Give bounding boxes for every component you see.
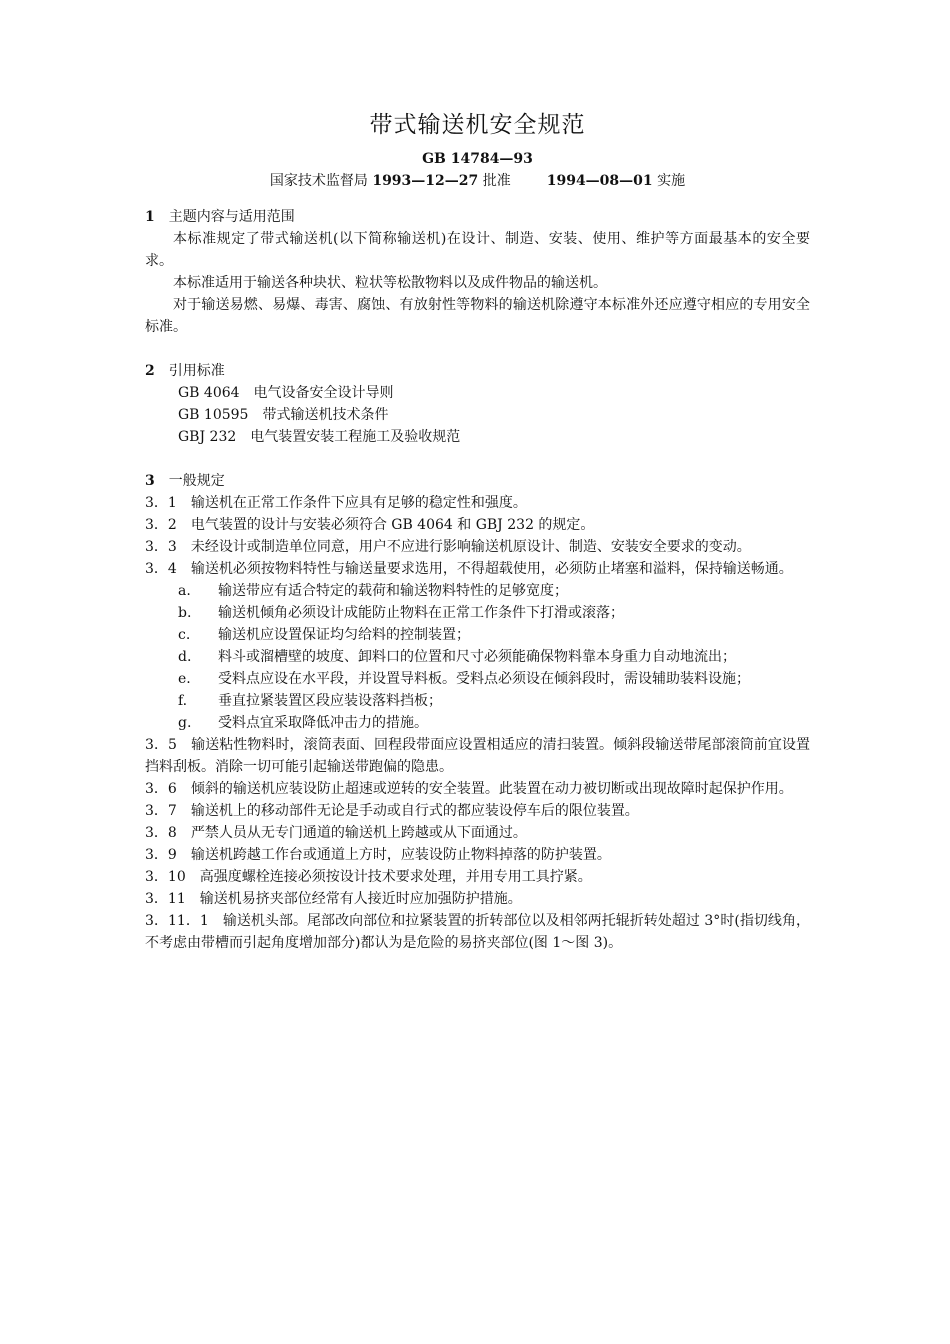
section-1-heading [145, 206, 810, 228]
section-number: 3 [145, 473, 155, 489]
paragraph: 本标准规定了带式输送机(以下简称输送机)在设计、制造、安装、使用、维护等方面最基本的安全要求。 [145, 231, 810, 269]
clause: 3．3 未经设计或制造单位同意，用户不应进行影响输送机原设计、制造、安装安全要求的变动。 [145, 539, 751, 555]
list-item [145, 602, 810, 624]
clause: 3．9 输送机跨越工作台或通道上方时，应装设防止物料掉落的防护装置。 [145, 847, 611, 863]
list-marker: e. [178, 671, 191, 687]
list-marker: a. [178, 583, 191, 599]
list-item [145, 646, 810, 668]
approval-line [145, 170, 810, 192]
clause: 3．7 输送机上的移动部件无论是手动或自行式的都应装设停车后的限位装置。 [145, 803, 639, 819]
list-item [145, 712, 810, 734]
list-text: 受料点宜采取降低冲击力的措施。 [218, 715, 428, 731]
approval-label: 批准 [478, 173, 511, 189]
clause: 3．1 输送机在正常工作条件下应具有足够的稳定性和强度。 [145, 495, 527, 511]
list-item [145, 580, 810, 602]
section-number: 1 [145, 209, 155, 225]
list-marker: c. [178, 627, 191, 643]
clause: 3．10 高强度螺栓连接必须按设计技术要求处理，并用专用工具拧紧。 [145, 869, 592, 885]
list-marker: g. [178, 715, 192, 731]
list-item [145, 668, 810, 690]
section-3-heading [145, 470, 810, 492]
effective-date: 1994—08—01 [546, 173, 653, 189]
list-marker: b. [178, 605, 192, 621]
list-text: 输送机倾角必须设计成能防止物料在正常工作条件下打滑或滚落； [218, 605, 624, 621]
clause: 3．6 倾斜的输送机应装设防止超速或逆转的安全装置。此装置在动力被切断或出现故障时起保护作用。 [145, 781, 793, 797]
section-2-heading [145, 360, 810, 382]
list-text: 输送带应有适合特定的载荷和输送物料特性的足够宽度； [218, 583, 568, 599]
reference-item: GB 10595 带式输送机技术条件 [178, 407, 389, 423]
clause: 3．4 输送机必须按物料特性与输送量要求选用，不得超载使用，必须防止堵塞和溢料，保持输送畅通。 [145, 561, 793, 577]
clause: 3．5 输送粘性物料时，滚筒表面、回程段带面应设置相适应的清扫装置。倾斜段输送带尾部滚筒前宜设置挡料刮板。消除一切可能引起输送带跑偏的隐患。 [145, 737, 810, 775]
section-title: 一般规定 [168, 473, 225, 489]
paragraph: 对于输送易燃、易爆、毒害、腐蚀、有放射性等物料的输送机除遵守本标准外还应遵守相应的专用安全标准。 [145, 297, 810, 335]
section-title: 主题内容与适用范围 [168, 209, 295, 225]
clause: 3．2 电气装置的设计与安装必须符合 GB 4064 和 GBJ 232 的规定。 [145, 517, 595, 533]
list-item [145, 690, 810, 712]
list-marker: d. [178, 649, 192, 665]
effective-label: 实施 [652, 173, 686, 189]
section-number: 2 [145, 363, 155, 379]
approval-agency: 国家技术监督局 [269, 173, 373, 189]
document-page [145, 108, 810, 954]
approval-date: 1993—12—27 [372, 173, 479, 189]
reference-item: GB 4064 电气设备安全设计导则 [178, 385, 394, 401]
clause: 3．11 输送机易挤夹部位经常有人接近时应加强防护措施。 [145, 891, 522, 907]
clause: 3．11．1 输送机头部。尾部改向部位和拉紧装置的折转部位以及相邻两托辊折转处超过 3°时(指切线角，不考虑由带槽而引起角度增加部分)都认为是危险的易挤夹部位(图 1～图 3)。 [145, 913, 810, 951]
reference-item: GBJ 232 电气装置安装工程施工及验收规范 [178, 429, 461, 445]
list-text: 垂直拉紧装置区段应装设落料挡板； [218, 693, 442, 709]
section-title: 引用标准 [168, 363, 225, 379]
list-text: 输送机应设置保证均匀给料的控制装置； [218, 627, 470, 643]
list-text: 料斗或溜槽壁的坡度、卸料口的位置和尺寸必须能确保物料靠本身重力自动地流出； [218, 649, 736, 665]
list-marker: f. [178, 693, 188, 709]
standard-code: GB 14784—93 [422, 151, 533, 167]
clause: 3．8 严禁人员从无专门通道的输送机上跨越或从下面通过。 [145, 825, 527, 841]
paragraph: 本标准适用于输送各种块状、粒状等松散物料以及成件物品的输送机。 [173, 275, 607, 291]
list-text: 受料点应设在水平段，并设置导料板。受料点必须设在倾斜段时，需设辅助装料设施； [218, 671, 750, 687]
list-item [145, 624, 810, 646]
document-title: 带式输送机安全规范 [369, 112, 586, 138]
